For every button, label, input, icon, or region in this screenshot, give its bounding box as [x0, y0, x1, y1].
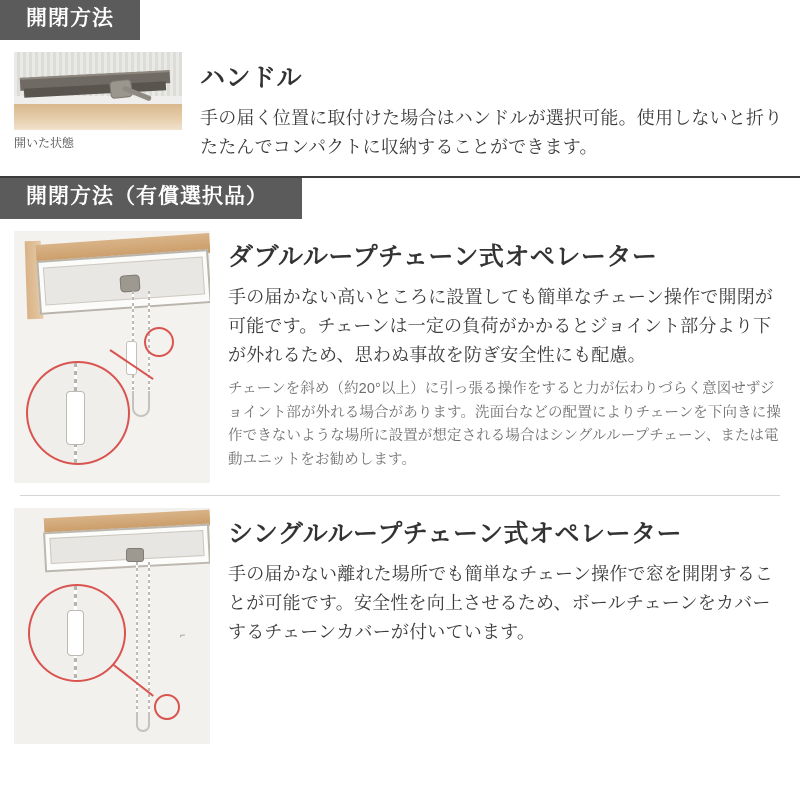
block-single-loop-chain	[0, 496, 800, 750]
zoom-chain-cover-shape	[67, 610, 84, 656]
handle-photo-column	[14, 52, 182, 170]
scale-tick-mark: ⌐	[180, 629, 186, 640]
section-header-open-method	[0, 0, 800, 40]
chain-strand-left-shape	[136, 562, 138, 720]
single-loop-chain-photo	[14, 508, 210, 744]
double-chain-text-column	[210, 231, 786, 483]
handle-body: 手の届く位置に取付けた場合はハンドルが選択可能。使用しないと折りたたんでコンパクトに収納することができます。	[200, 108, 783, 158]
single-chain-title: シングルループチェーン式オペレーター	[228, 519, 683, 548]
double-chain-body: 手の届かない高いところに設置しても簡単なチェーン操作で開閉が可能です。チェーンは一定の負荷がかかるとジョイント部分より下が外れるため、思わぬ事故を防ぎ安全性にも配慮。	[228, 286, 774, 365]
handle-photo-caption: 開いた状態	[14, 136, 75, 151]
section-ribbon-label-optional: 開閉方法（有償選択品）	[0, 178, 302, 218]
chain-strand-right-shape	[148, 562, 150, 712]
chain-loop-shape	[136, 712, 150, 732]
wood-sill-shape	[14, 104, 182, 131]
callout-zoom-circle	[26, 361, 130, 465]
block-double-loop-chain	[0, 219, 800, 489]
block-handle	[0, 40, 800, 176]
double-chain-photo-column	[14, 231, 210, 483]
single-chain-text-column	[210, 508, 786, 744]
double-chain-note: チェーンを斜め（約20°以上）に引っ張る操作をすると力が伝わりづらく意図せずジョイント部が外れる場合があります。洗面台などの配置によりチェーンを下向きに操作できないような場所に設置が想定される場合はシングルループチェーン、または電動ユニットをお勧めします。	[228, 381, 781, 468]
callout-source-circle-icon	[154, 694, 180, 720]
section-header-optional-open-method	[0, 178, 800, 218]
section-ribbon-label: 開閉方法	[0, 0, 140, 40]
operator-pivot-shape	[126, 548, 144, 562]
handle-title: ハンドル	[200, 64, 303, 93]
chain-loop-shape	[132, 391, 150, 417]
single-chain-photo-column	[14, 508, 210, 744]
double-chain-title: ダブルループチェーン式オペレーター	[228, 242, 658, 271]
double-loop-chain-photo	[14, 231, 210, 483]
callout-source-circle-icon	[144, 327, 174, 357]
handle-text-column	[182, 52, 786, 170]
zoom-joint-shape	[66, 391, 85, 445]
single-chain-body: 手の届かない離れた場所でも簡単なチェーン操作で窓を開閉することが可能です。安全性を向上させるため、ボールチェーンをカバーするチェーンカバーが付いています。	[228, 563, 774, 642]
handle-photo	[14, 52, 182, 130]
operator-pivot-shape	[119, 274, 140, 292]
chain-joint-shape	[126, 341, 137, 375]
callout-zoom-circle	[28, 584, 126, 682]
